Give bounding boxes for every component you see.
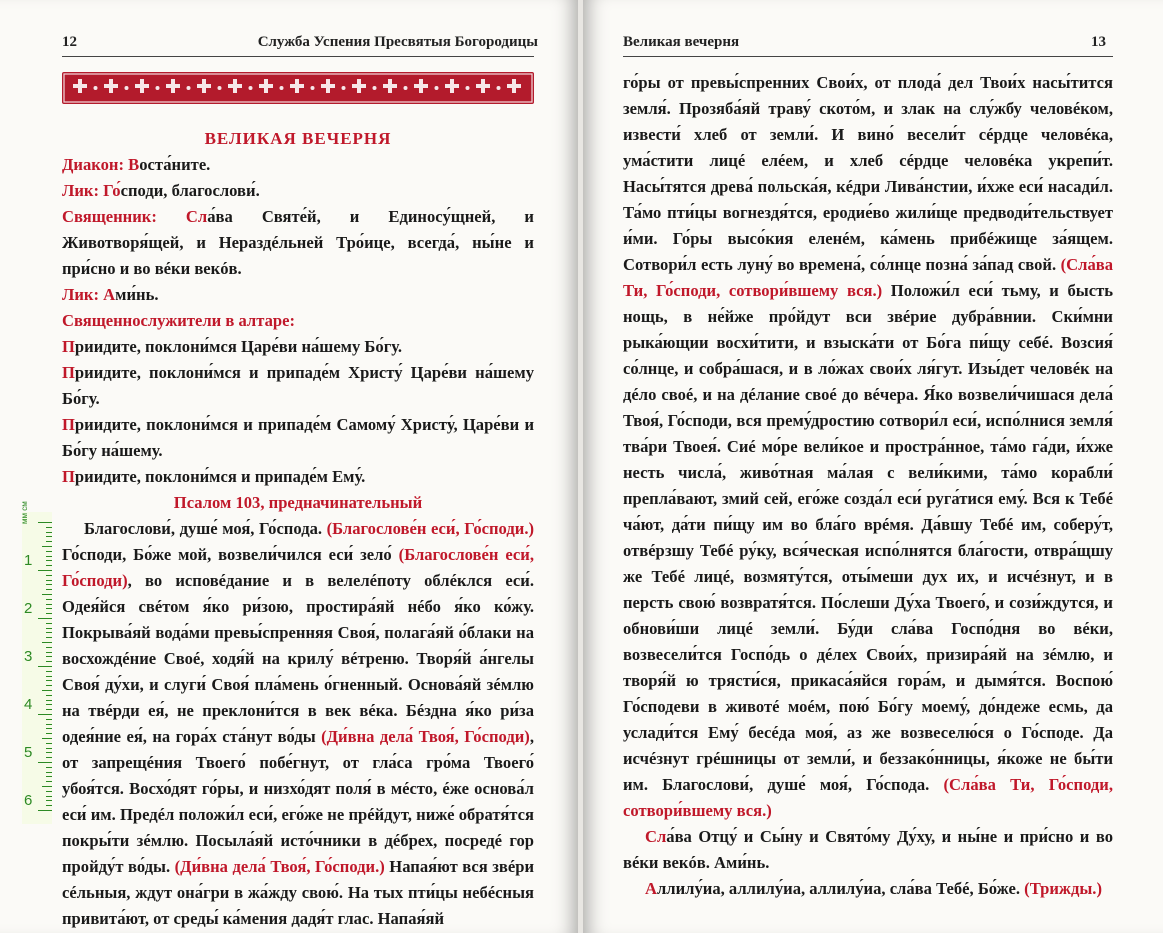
ruler-tick (46, 724, 52, 725)
ruler-tick (46, 580, 52, 581)
initial-letter: П (62, 363, 75, 382)
ruler-tick (46, 748, 52, 749)
ornament-cross-pattern-icon (62, 72, 534, 104)
priest-line (62, 204, 534, 282)
ornament-dot (187, 86, 191, 90)
ruler-tick (46, 632, 52, 633)
ornament-dot (497, 86, 501, 90)
ornament-dot (373, 86, 377, 90)
ruler-tick (46, 527, 52, 528)
ruler-tick (46, 805, 52, 806)
come-let-us-worship-3 (62, 412, 534, 464)
ruler-tick (42, 546, 52, 547)
right-page (583, 0, 1163, 933)
initial-letter: Сл (185, 207, 208, 226)
ornament-cross (321, 79, 335, 93)
ornament-cross (166, 79, 180, 93)
left-page (0, 0, 578, 933)
ruler-tick (42, 594, 52, 595)
decorative-ornament-band (62, 72, 534, 104)
ruler-tick (46, 589, 52, 590)
ruler-tick (46, 604, 52, 605)
initial-letter: П (62, 337, 75, 356)
rubric-clergy-in-altar: Священнослужители в алтаре: (62, 311, 296, 330)
ruler-tick (46, 541, 52, 542)
initial-letter: П (62, 415, 75, 434)
ruler-tick (46, 719, 52, 720)
ruler-tick (42, 786, 52, 787)
ornament-dot (249, 86, 253, 90)
ornament-cross (290, 79, 304, 93)
ruler-tick (46, 700, 52, 701)
ruler-tick (46, 584, 52, 585)
ruler-tick (46, 680, 52, 681)
ornament-cross (476, 79, 490, 93)
choir-line (62, 178, 534, 204)
psalm-103-text (62, 516, 534, 932)
ruler-number: 6 (24, 792, 33, 809)
ruler-tick (46, 695, 52, 696)
ruler-number: 4 (24, 696, 33, 713)
ornament-dot (218, 86, 222, 90)
ornament-cross (445, 79, 459, 93)
ruler-number: 2 (24, 600, 33, 617)
ruler-tick (46, 781, 52, 782)
ornament-cross (228, 79, 242, 93)
refrain: (Сла́ва Ти, Го́споди, сотвори́вшему вся.) (623, 775, 1113, 820)
left-text-column (62, 126, 534, 932)
ruler-tick (46, 743, 52, 744)
page-number-left: 12 (62, 34, 77, 50)
initial-letter: Го (103, 181, 121, 200)
come-let-us-worship-4 (62, 464, 534, 490)
ruler-tick (38, 570, 52, 571)
ruler-tick (46, 623, 52, 624)
verse-text: Напая́ют вся звéри сéльныя, ждут она́гри в жа́жду свою́. На тых пти́цы небéсныя привита́ют, от среды́ ка́мения дадя́т глас. Напая́яй (62, 857, 535, 928)
ruler-tick (46, 800, 52, 801)
ruler-tick (46, 772, 52, 773)
ruler-tick (46, 776, 52, 777)
verse-text: , от запрещéния Твоего́ побе́гнут, от гла́са гро́ма Твоего́ убоя́тся. Восхо́дят го́ры, и низхо́дят поля́ в мéсто, éже основа́л еси́ им. Предéл положи́л еси́, его́же не прéйдут, ниже́ обратя́тся покры́ти зéмлю. Посыла́яй исто́чники в дéбрех, посредé гор пройду́т во́ды. (62, 727, 534, 876)
ruler-tick (46, 647, 52, 648)
ruler-tick (46, 532, 52, 533)
ruler-tick (46, 599, 52, 600)
rubric-thrice: (Трижды.) (1024, 879, 1102, 898)
rubric-choir: Лик: (62, 181, 104, 200)
ornament-cross (135, 79, 149, 93)
rubric-priest: Священник: (62, 207, 186, 226)
deacon-line (62, 152, 534, 178)
ornament-cross (259, 79, 273, 93)
page-number-right: 13 (1091, 34, 1106, 50)
ornament-dot (435, 86, 439, 90)
choir-amen-line (62, 282, 534, 308)
psalm-103-continued (623, 70, 1113, 824)
come-let-us-worship-1 (62, 334, 534, 360)
rubric-choir: Лик: (62, 285, 104, 304)
header-rule-right (623, 56, 1113, 57)
right-text-column (623, 70, 1113, 902)
initial-letter: А (645, 879, 657, 898)
ornament-cross (352, 79, 366, 93)
ruler-tick (46, 637, 52, 638)
ruler-tick (46, 676, 52, 677)
running-head-right: Великая вечерня (623, 34, 740, 50)
verse-text: риидите, поклони́мся и припаде́м Самому́ Христу́, Царе́ви и Бо́гу на́шему. (62, 415, 534, 460)
running-head-left: Служба Успения Пресвятыя Богородицы (257, 34, 538, 50)
ruler-number: 1 (24, 552, 33, 569)
ruler-unit-label: мм см (20, 501, 29, 524)
rubric-deacon: Диакон: (62, 155, 129, 174)
ruler-tick (46, 752, 52, 753)
ornament-cross (104, 79, 118, 93)
verse-text: риидите, поклони́мся Царе́ви на́шему Бо́гу. (74, 337, 403, 356)
ruler-tick (38, 522, 52, 523)
refrain: (Ди́вна дела́ Твоя́, Го́споди) (321, 727, 530, 746)
ruler-tick (46, 536, 52, 537)
verse-text: ми́нь. (115, 285, 159, 304)
psalm-title: Псалом 103, предначинательный (173, 493, 423, 512)
initial-letter: П (62, 467, 75, 486)
ruler-tick (46, 704, 52, 705)
ruler-tick (46, 608, 52, 609)
verse-text: оста́ните. (139, 155, 211, 174)
ruler-tick (46, 733, 52, 734)
verse-text: Благослови́, душе́ моя́, Го́спода. (84, 519, 327, 538)
ruler-tick (46, 656, 52, 657)
ruler-tick (46, 575, 52, 576)
come-let-us-worship-2 (62, 360, 534, 412)
ruler-tick (38, 666, 52, 667)
ornament-dot (342, 86, 346, 90)
ruler-tick (46, 565, 52, 566)
ruler-tick (46, 685, 52, 686)
verse-text: Положи́л еси́ тьму, и бысть нощь, в не́йже про́йдут вси звéрие дубра́внии. Ски́мни рыка́ющии восхи́тити, и взыска́ти от Бо́га пи́щу себé. Возсия́ со́лнце, и собра́шася, и в ло́жах свои́х ля́гут. Изы́дет человéк на дéло своé, и на дéлание своé до вéчера. Я́ко возвели́чишася дела́ Твоя́, Го́споди, вся прему́дростию сотвори́л еси́, испо́лнися земля́ тва́ри Твоея́. Сиé мо́ре вели́кое и простра́нное, та́мо га́ди, и́хже несть числа́, живо́тная ма́лая с вели́кими, та́мо корабли́ препла́вают, змий сей, его́же созда́л еси́ руга́тися ему́. Вся к Тебé ча́ют, да́ти пи́щу им во бла́го врéмя. Да́вшу Тебé им, соберу́т, отвéрзшу Тебé ру́ку, вся́ческая испо́лнятся бла́гости, отвра́щшу же Тебé лицé, возмяту́тся, оты́меши дух их, и исчéзнут, и в персть свою́ возвратя́тся. По́слеши Ду́ха Твоего́, и сози́ждутся, и обнови́ши лицé земли́. Бу́ди сла́ва Госпо́дня во вéки, возвесели́тся Госпо́дь о дéлех Свои́х, призира́яй на зéмлю, и творя́й ю трясти́ся, прикаса́яйся гора́м, и дымя́тся. Воспою́ Го́сподеви в животé моéм, пою́ Бо́гу моему́, до́ндеже есмь, да услади́тся Ему́ бесéда моя́, аз же возвеселю́ся о Го́споде. Да исчéзнут грéшницы от земли́, и беззако́нницы, я́коже не бы́ти им. Благослови́, душе́ моя́, Го́спода. (623, 281, 1114, 794)
verse-text: Го́споди, Бо́же мой, возвели́чился еси́ зело́ (62, 545, 399, 564)
ruler-tick (46, 709, 52, 710)
ruler-tick (38, 810, 52, 811)
ruler-tick (46, 652, 52, 653)
verse-text: , во исповéдание и в велелéпоту облéклся еси́. Одея́йся свéтом я́ко ри́зою, простира́яй нéбо я́ко ко́жу. Покрыва́яй вода́ми превы́спренняя Своя́, полага́яй о́блаки на восхождéние Своé, ходя́й на крилу́ вéтреню. Творя́й а́нгелы Своя́ ду́хи, и слуги́ Своя́ пла́мень о́гненный. Основа́яй зéмлю на твéрди ея́, не преклони́тся в век вéка. Бéздна я́ко ри́за одея́ние ея́, на гора́х ста́нут во́ды (62, 571, 534, 746)
verse-text: риидите, поклони́мся и припаде́м Христу́ Царе́ви на́шему Бо́гу. (62, 363, 534, 408)
verse-text: а́ва Святе́й, и Единосу́щней, и Животворя́щей, и Нераздéльней Тро́ице, всегда́, ны́не и при́сно и во вéки векóв. (62, 207, 534, 278)
section-title: ВЕЛИКАЯ ВЕЧЕРНЯ (204, 129, 392, 148)
ornament-dot (156, 86, 160, 90)
ruler-tick (46, 796, 52, 797)
ruler-tick (46, 767, 52, 768)
initial-letter: А (103, 285, 116, 304)
ruler-tick (38, 762, 52, 763)
ruler-tick (38, 618, 52, 619)
ornament-cross (73, 79, 87, 93)
refrain: (Благослове́н еси́, Го́споди) (62, 545, 534, 590)
ruler-tick (42, 690, 52, 691)
ruler-tick (46, 613, 52, 614)
header-rule-left (62, 56, 534, 57)
ruler-tick (46, 628, 52, 629)
ruler-tick (46, 791, 52, 792)
initial-letter: Сл (645, 827, 667, 846)
ornament-cross (414, 79, 428, 93)
verse-text: ́споди, благослови́. (120, 181, 260, 200)
measuring-ruler (20, 501, 52, 824)
ruler-tick (46, 728, 52, 729)
verse-text: го́ры от превы́спренних Свои́х, от плода́ дел Твои́х насы́тится земля́. Прозяба́яй траву́ ското́м, и злак на слу́жбу человéком, извести́ хлеб от земли́. И вино́ весели́т сéрдце человéка, ума́стити лицé елéем, и хлеб сéрдце человéка укрепи́т. Насы́тятся древа́ польска́я, кéдри Лива́нстии, и́хже еси́ насади́л. Та́мо пти́цы вогнездя́тся, еродие́во жили́ще предводи́тельствует и́ми. Го́ры высо́кия еленéм, ка́мень прибéжище за́ящем. Сотвори́л есть луну́ во времена́, со́лнце позна́ за́пад свой. (623, 73, 1113, 274)
verse-text: ллилу́иа, аллилу́иа, аллилу́иа, сла́ва Тебé, Бо́же. (656, 879, 1025, 898)
alleluia-line (623, 876, 1113, 902)
ruler-number: 3 (24, 648, 33, 665)
refrain: (Сла́ва Ти, Го́споди, сотвори́вшему вся.) (623, 255, 1113, 300)
ruler-tick (46, 661, 52, 662)
ornament-cross (507, 79, 521, 93)
ruler-tick (46, 556, 52, 557)
ruler-tick (42, 642, 52, 643)
initial-letter: В (128, 155, 140, 174)
verse-text: а́ва Отцу́ и Сы́ну и Свято́му Ду́ху, и ны́не и при́сно и во вéки векóв. Ами́нь. (623, 827, 1113, 872)
ruler-tick (38, 714, 52, 715)
ruler-tick (46, 671, 52, 672)
ruler-tick (46, 551, 52, 552)
refrain: (Благослове́н еси́, Го́споди.) (326, 519, 534, 538)
ornament-dot (125, 86, 129, 90)
ornament-dot (280, 86, 284, 90)
glory-line (623, 824, 1113, 876)
ornament-cross (197, 79, 211, 93)
ruler-tick (46, 560, 52, 561)
ornament-cross (383, 79, 397, 93)
ornament-dot (466, 86, 470, 90)
ruler-number: 5 (24, 744, 33, 761)
ornament-dot (311, 86, 315, 90)
ornament-dot (94, 86, 98, 90)
ruler-tick (46, 757, 52, 758)
ruler-tick (42, 738, 52, 739)
ornament-dot (404, 86, 408, 90)
refrain: (Ди́вна дела́ Твоя́, Го́споди.) (174, 857, 385, 876)
verse-text: риидите, поклони́мся и припаде́м Ему́. (74, 467, 366, 486)
